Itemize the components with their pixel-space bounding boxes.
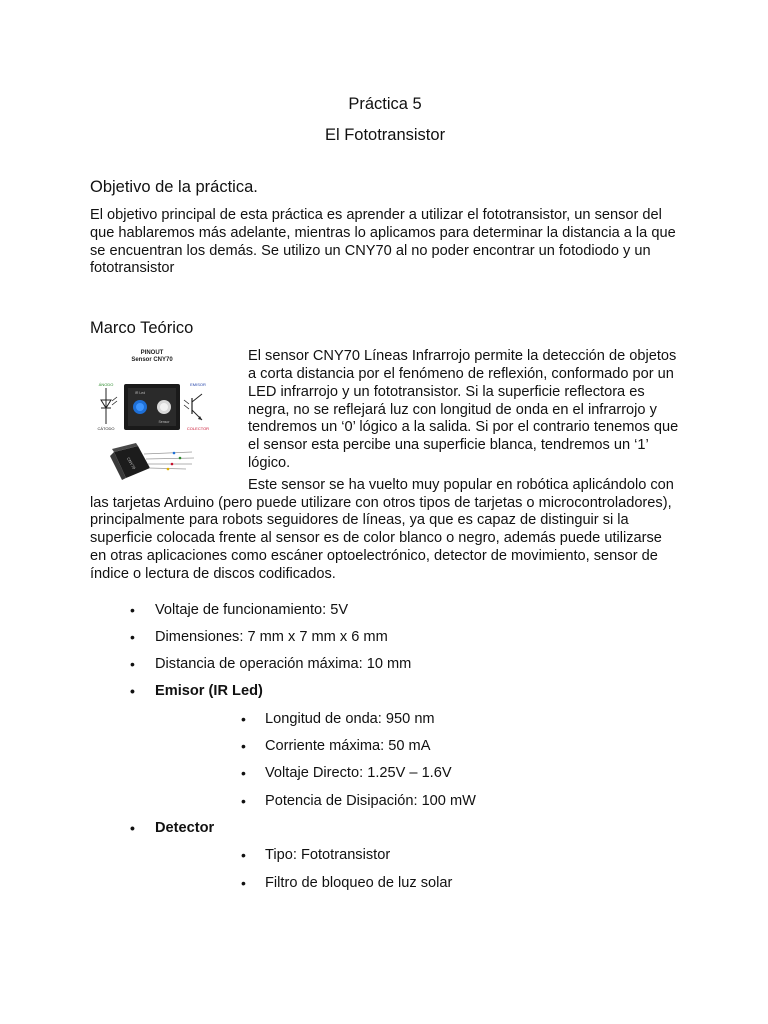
document-subtitle: El Fototransistor — [324, 126, 446, 144]
anode-label: ÁNODO — [98, 382, 114, 388]
section-heading-objetivo: Objetivo de la práctica. — [90, 178, 258, 196]
bullet-icon: • — [241, 765, 246, 782]
cathode-label: CÁTODO — [97, 426, 115, 432]
bullet-icon: • — [241, 847, 246, 864]
marco-paragraph-2: Este sensor se ha vuelto muy popular en robótica aplicándolo con las tarjetas Arduino (pero puede utilizare con otros tipos de tarjetas o microcontroladores), principalmente para robots seguidores de líneas, ya que es capaz de distinguir si la superficie colocada frente al sensor es de color blanco o negro, además puede utilizarse en otras aplicaciones como escáner optoelectrónico, detector de movimiento, sensor de índice o lectura de discos codificados. — [90, 476, 674, 582]
marco-paragraph-1: El sensor CNY70 Líneas Infrarrojo permite la detección de objetos a corta distancia por el fenómeno de reflexión, conformado por un LED infrarrojo y un fototransistor. Si la superficie reflectora es negra, no se reflejará luz con longitud de onda en el infrarrojo y tendremos un ‘0’ lógico a la salida. Si por el contrario tenemos que el sensor esta percibe una superficie blanca, tendremos un ‘1’ lógico. — [248, 348, 679, 471]
svg-text:IR Led: IR Led — [134, 391, 146, 396]
marco-content — [90, 348, 680, 583]
list-item-detector: • Detector — [130, 819, 215, 836]
list-item: • Corriente máxima: 50 mA — [241, 738, 431, 755]
list-item: • Distancia de operación máxima: 10 mm — [130, 656, 412, 673]
emitter-label: EMISOR — [190, 382, 206, 388]
objetivo-paragraph: El objetivo principal de esta práctica es aprender a utilizar el fototransistor, un sensor del que hablaremos más adelante, mientras lo aplicamos para determinar la distancia a la que se encuentran los demás. Se utilizo un CNY70 al no poder encontrar un fotodiodo y un fototransistor — [90, 207, 676, 277]
chip-photo — [110, 443, 194, 480]
bullet-icon: • — [130, 683, 135, 700]
bullet-icon: • — [130, 601, 135, 618]
bullet-icon: • — [130, 628, 135, 645]
list-item: • Filtro de bloqueo de luz solar — [241, 874, 453, 891]
list-item: • Dimensiones: 7 mm x 7 mm x 6 mm — [130, 628, 388, 645]
bullet-icon: • — [241, 738, 246, 755]
bullet-icon: • — [130, 819, 135, 836]
list-item: • Longitud de onda: 950 nm — [241, 710, 435, 727]
document-page — [90, 92, 680, 902]
list-item: • Voltaje Directo: 1.25V – 1.6V — [241, 765, 452, 782]
section-heading-marco: Marco Teórico — [90, 319, 194, 338]
collector-label: COLECTOR — [186, 426, 210, 432]
specs-list — [90, 602, 680, 892]
sensor-label: Sensor CNY70 — [131, 357, 173, 364]
list-item: • Potencia de Disipación: 100 mW — [241, 792, 476, 809]
bullet-icon: • — [241, 792, 246, 809]
bullet-icon: • — [130, 656, 135, 673]
list-item: • Tipo: Fototransistor — [241, 847, 391, 864]
chip-label: CNY70 — [125, 456, 137, 471]
list-item-emisor: • Emisor (IR Led) — [130, 683, 263, 700]
pinout-label: PINOUT — [140, 350, 164, 357]
list-item: • Voltaje de funcionamiento: 5V — [130, 601, 349, 618]
svg-text:Sensor: Sensor — [158, 420, 170, 425]
cny70-diagram — [92, 348, 212, 486]
document-title: Práctica 5 — [348, 95, 422, 113]
bullet-icon: • — [241, 874, 246, 891]
cny70-pinout-image — [92, 348, 212, 486]
bullet-icon: • — [241, 710, 246, 727]
